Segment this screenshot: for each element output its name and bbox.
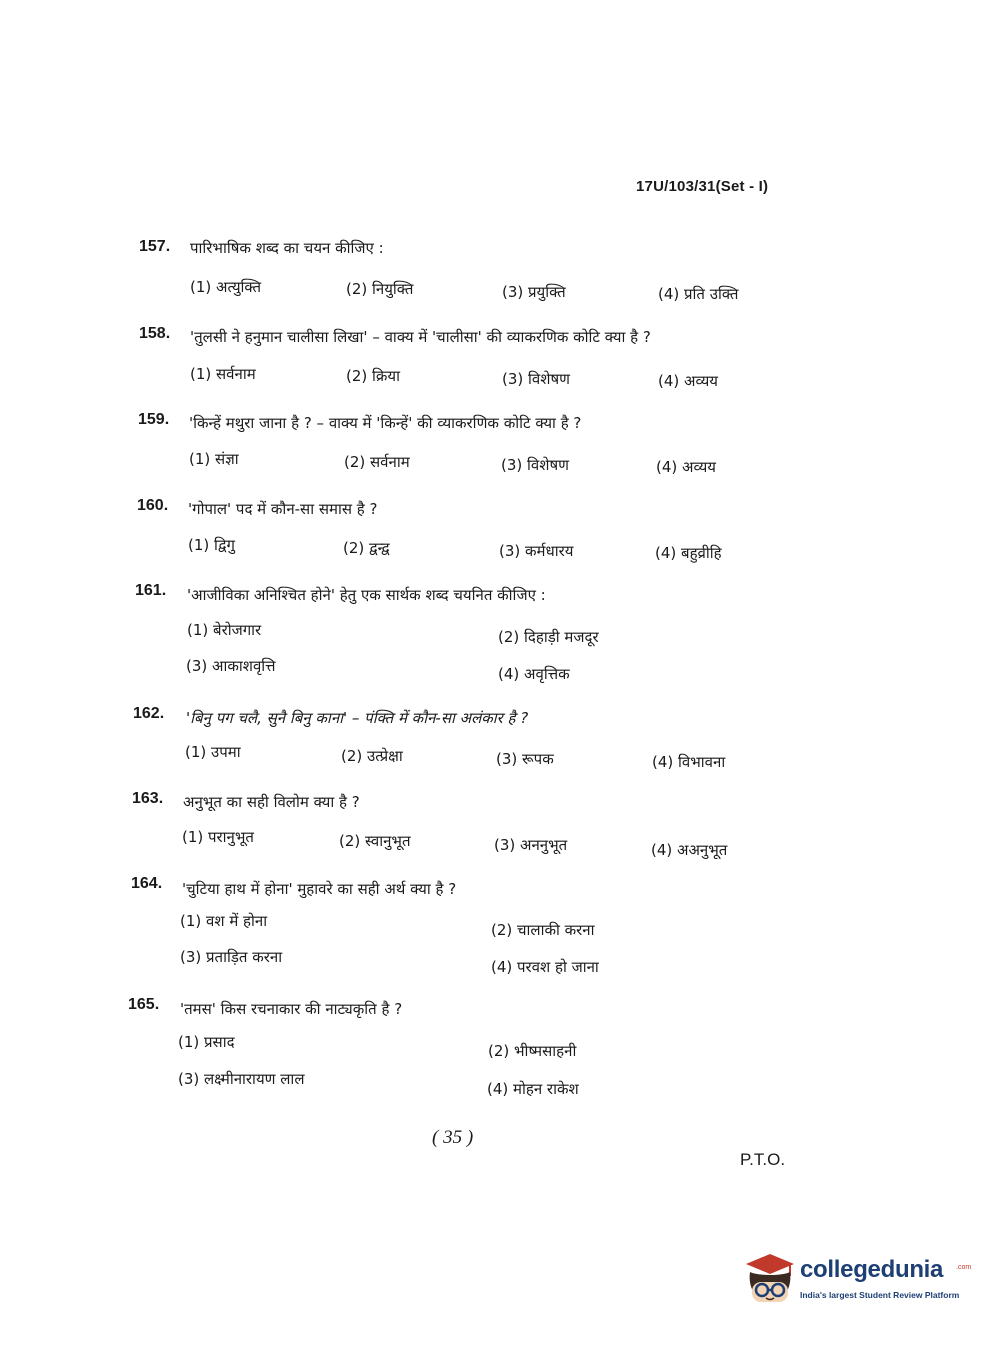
option: (3) लक्ष्मीनारायण लाल [178,1070,305,1088]
option: (2) क्रिया [346,367,401,385]
question-number: 164. [131,875,163,892]
question-number: 159. [138,411,170,428]
question-number: 160. [137,497,169,514]
option: (3) विशेषण [501,456,569,474]
option: (1) वश में होना [180,912,268,930]
option: (2) सर्वनाम [344,453,410,471]
option: (1) उपमा [185,743,241,761]
brand-tagline: India's largest Student Review Platform [800,1290,960,1300]
option: (1) प्रसाद [178,1033,235,1051]
option: (2) चालाकी करना [491,921,595,939]
option: (3) अननुभूत [494,836,568,854]
option: (2) दिहाड़ी मजदूर [498,628,599,646]
option: (3) प्रयुक्ति [502,283,566,301]
option: (4) प्रति उक्ति [658,285,739,303]
option: (3) प्रताड़ित करना [180,948,283,966]
question-text: अनुभूत का सही विलोम क्या है ? [183,793,360,811]
option: (3) कर्मधारय [499,542,574,560]
option: (4) अवृत्तिक [498,665,570,683]
page-number: ( 35 ) [432,1127,474,1148]
option: (1) बेरोजगार [187,621,262,639]
question-text: 'गोपाल' पद में कौन-सा समास है ? [188,500,378,518]
option: (2) द्वन्द्व [343,539,390,557]
option: (2) स्वानुभूत [339,832,411,850]
option: (1) परानुभूत [182,828,254,846]
option: (4) बहुव्रीहि [655,544,722,562]
student-mascot-icon [742,1250,798,1312]
question-text: 'चुटिया हाथ में होना' मुहावरे का सही अर्थ क्या है ? [182,880,457,898]
option: (1) सर्वनाम [190,365,256,383]
collegedunia-watermark [742,1250,972,1310]
question-number: 161. [135,582,167,599]
question-text: 'आजीविका अनिश्चित होने' हेतु एक सार्थक शब्द चयनित कीजिए : [187,586,546,604]
pto-label: P.T.O. [740,1150,786,1169]
paper-code: 17U/103/31(Set - I) [636,178,769,195]
question-text: 'तुलसी ने हनुमान चालीसा लिखा' – वाक्य में 'चालीसा' की व्याकरणिक कोटि क्या है ? [190,328,651,346]
brand-name: collegedunia [800,1256,944,1283]
question-number: 163. [132,790,164,807]
question-text: 'बिनु पग चलै, सुनै बिनु काना' – पंक्ति में कौन-सा अलंकार है ? [186,709,529,727]
question-number: 157. [139,238,171,255]
option: (4) परवश हो जाना [491,958,599,976]
brand-domain: .com [956,1264,972,1271]
option: (1) अत्युक्ति [190,278,262,296]
option: (1) द्विगु [188,536,235,554]
question-text: पारिभाषिक शब्द का चयन कीजिए : [190,239,384,257]
option: (4) मोहन राकेश [487,1080,579,1098]
question-text: 'तमस' किस रचनाकार की नाट्यकृति है ? [180,1000,403,1018]
option: (4) अअनुभूत [651,841,728,859]
question-number: 158. [139,325,171,342]
option: (3) रूपक [496,750,554,768]
question-number: 162. [133,705,165,722]
option: (1) संज्ञा [189,450,239,468]
option: (4) अव्यय [656,458,717,476]
option: (4) विभावना [652,753,726,771]
option: (4) अव्यय [658,372,719,390]
option: (3) विशेषण [502,370,570,388]
option: (3) आकाशवृत्ति [186,657,276,675]
question-number: 165. [128,996,160,1013]
option: (2) नियुक्ति [346,280,414,298]
option: (2) उत्प्रेक्षा [341,747,403,765]
option: (2) भीष्मसाहनी [488,1042,577,1060]
question-text: 'किन्हें मथुरा जाना है ? – वाक्य में 'किन्हें' की व्याकरणिक कोटि क्या है ? [189,414,582,432]
